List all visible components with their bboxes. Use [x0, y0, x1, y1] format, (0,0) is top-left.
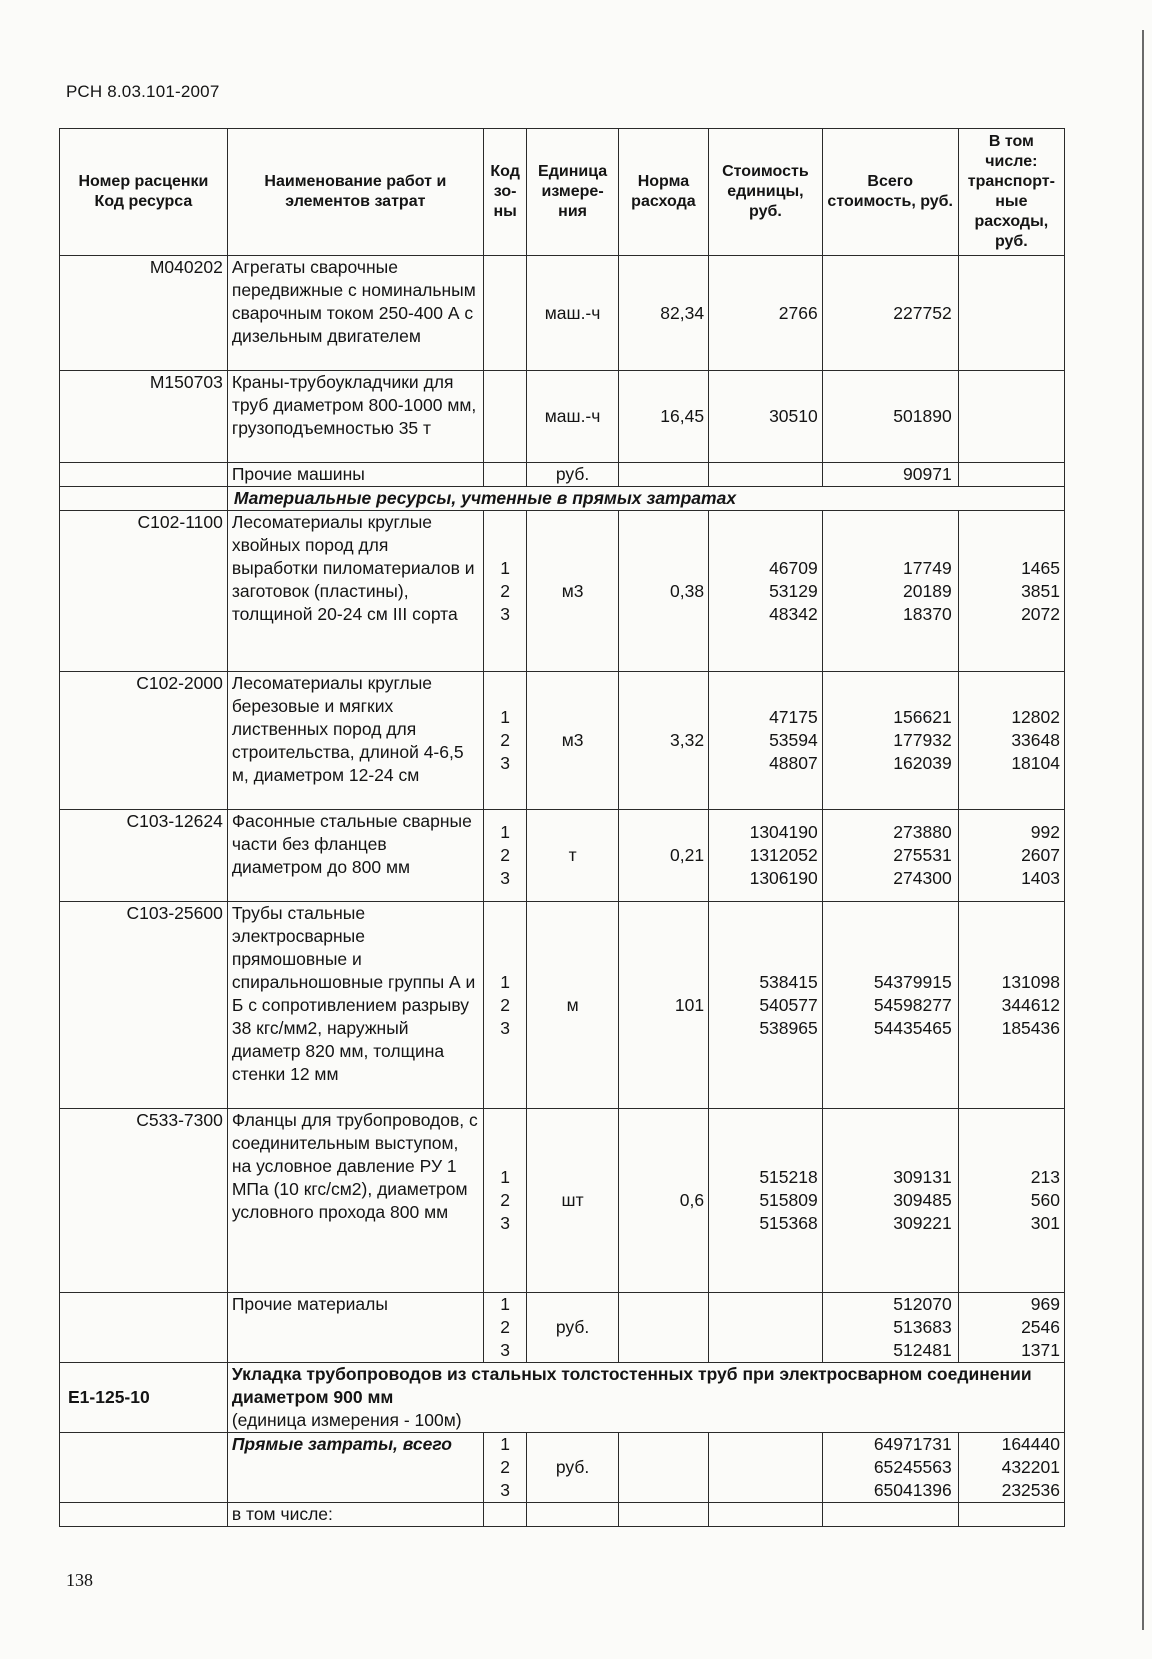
table-row — [60, 1503, 1065, 1527]
unit-cost-cell — [709, 902, 823, 1109]
column-header: Код зо-ны — [483, 129, 527, 256]
transport-cell — [958, 371, 1064, 463]
zone-value: 1 — [500, 707, 510, 727]
rate-title: Укладка трубопроводов из стальных толстостенных труб при электросварном соединении диаметром 900 мм — [231, 1364, 1032, 1407]
column-header: Норма расхода — [618, 129, 708, 256]
rate-title-cell — [227, 1363, 1064, 1433]
total-value: 177932 — [893, 730, 952, 750]
unit-cost-cell — [709, 1109, 823, 1293]
unit-cost-value: 538965 — [759, 1017, 818, 1038]
total-value: 162039 — [893, 753, 952, 773]
unit-cost-value: 1312052 — [749, 845, 818, 865]
unit-cell: м3 — [527, 511, 618, 672]
total-cost-cell: 227752 — [822, 256, 958, 371]
unit-cell: руб. — [527, 1433, 618, 1503]
transport-cell — [958, 902, 1064, 1109]
zone-cell — [483, 256, 527, 371]
total-cost-cell — [822, 1293, 958, 1363]
resource-name: Фасонные стальные сварные части без фланцев диаметром до 800 мм — [227, 810, 483, 902]
total-value: 65245563 — [873, 1457, 952, 1477]
zone-cell — [483, 1293, 527, 1363]
resource-name: Краны-трубоукладчики для труб диаметром 800-1000 мм, грузоподъемностью 35 т — [227, 371, 483, 463]
zone-value: 3 — [500, 1340, 510, 1360]
unit-cost-value: 538415 — [759, 971, 818, 992]
transport-value: 992 — [1030, 822, 1060, 842]
total-value: 18370 — [903, 603, 952, 624]
zone-cell — [483, 1433, 527, 1503]
zone-cell — [483, 902, 527, 1109]
total-value: 275531 — [893, 845, 952, 865]
transport-value: 3851 — [1021, 580, 1060, 601]
transport-value: 432201 — [1001, 1457, 1060, 1477]
total-value: 309221 — [893, 1213, 952, 1233]
total-value: 512481 — [893, 1340, 952, 1360]
norm-cell: 0,38 — [618, 511, 708, 672]
norm-cell: 3,32 — [618, 672, 708, 810]
column-header: Всего стоимость, руб. — [822, 129, 958, 256]
column-header: Наименование работ и элементов затрат — [227, 129, 483, 256]
total-value: 65041396 — [873, 1480, 952, 1500]
unit-cost-cell — [709, 511, 823, 672]
zone-value: 3 — [500, 1480, 510, 1500]
resource-name: Прямые затраты, всего — [227, 1433, 483, 1503]
unit-cost-value: 53129 — [769, 580, 818, 601]
transport-cell — [958, 1293, 1064, 1363]
zone-value: 1 — [500, 1167, 510, 1187]
zone-value: 3 — [500, 1213, 510, 1233]
transport-value: 1403 — [1021, 868, 1060, 888]
column-header: Единица измере-ния — [527, 129, 618, 256]
unit-cost-value: 48807 — [769, 753, 818, 773]
norm-cell — [618, 1433, 708, 1503]
zone-value: 2 — [500, 1317, 510, 1337]
resource-name: Лесоматериалы круглые хвойных пород для выработки пиломатериалов и заготовок (пластины), толщиной 20-24 см III сорта — [227, 511, 483, 672]
section-row — [60, 487, 1065, 511]
resource-code: С103-12624 — [60, 810, 228, 902]
table-row — [60, 1293, 1065, 1363]
transport-value: 560 — [1030, 1190, 1060, 1210]
transport-value: 969 — [1030, 1294, 1060, 1314]
zone-cell — [483, 371, 527, 463]
resource-code — [60, 463, 228, 487]
zone-value: 2 — [500, 1457, 510, 1477]
transport-cell — [958, 1109, 1064, 1293]
zone-value: 1 — [500, 822, 510, 842]
total-value: 309485 — [893, 1190, 952, 1210]
norm-cell: 82,34 — [618, 256, 708, 371]
unit-cost-cell — [709, 463, 823, 487]
unit-cell: руб. — [527, 463, 618, 487]
table-row — [60, 902, 1065, 1109]
transport-value: 18104 — [1011, 753, 1060, 773]
unit-cost-cell: 30510 — [709, 371, 823, 463]
total-cost-cell: 90971 — [822, 463, 958, 487]
rate-header-row — [60, 1363, 1065, 1433]
rate-code: Е1-125-10 — [60, 1363, 228, 1433]
zone-cell — [483, 1503, 527, 1527]
zone-value: 1 — [500, 1294, 510, 1314]
transport-cell — [958, 256, 1064, 371]
zone-value: 2 — [500, 845, 510, 865]
resource-code — [60, 1293, 228, 1363]
zone-cell — [483, 672, 527, 810]
table-row — [60, 810, 1065, 902]
norm-cell: 0,21 — [618, 810, 708, 902]
zone-value: 2 — [500, 730, 510, 750]
zone-value: 1 — [500, 971, 510, 992]
resource-code: М150703 — [60, 371, 228, 463]
unit-cost-cell — [709, 1293, 823, 1363]
unit-cell: маш.-ч — [527, 371, 618, 463]
zone-value: 2 — [500, 1190, 510, 1210]
table-row — [60, 371, 1065, 463]
total-value: 54598277 — [873, 994, 952, 1015]
zone-value: 3 — [500, 753, 510, 773]
total-value: 20189 — [903, 580, 952, 601]
total-cost-cell — [822, 902, 958, 1109]
total-value: 54379915 — [873, 971, 952, 992]
unit-cost-value: 1304190 — [749, 822, 818, 842]
total-cost-cell — [822, 1503, 958, 1527]
unit-cell: шт — [527, 1109, 618, 1293]
zone-cell — [483, 511, 527, 672]
total-value: 309131 — [893, 1167, 952, 1187]
transport-value: 2072 — [1021, 603, 1060, 624]
total-cost-cell — [822, 810, 958, 902]
document-code: РСН 8.03.101-2007 — [66, 82, 220, 101]
total-value: 274300 — [893, 868, 952, 888]
transport-cell — [958, 1433, 1064, 1503]
transport-value: 164440 — [1001, 1434, 1060, 1454]
transport-cell — [958, 463, 1064, 487]
total-value: 513683 — [893, 1317, 952, 1337]
total-cost-cell — [822, 1433, 958, 1503]
unit-cost-value: 540577 — [759, 994, 818, 1015]
resource-code — [60, 487, 228, 511]
transport-value: 213 — [1030, 1167, 1060, 1187]
norm-cell — [618, 463, 708, 487]
rate-unit-note: (единица измерения - 100м) — [231, 1410, 462, 1430]
unit-cell: руб. — [527, 1293, 618, 1363]
zone-value: 1 — [500, 1434, 510, 1454]
transport-value: 2546 — [1021, 1317, 1060, 1337]
page-number: 138 — [66, 1570, 93, 1590]
unit-cell: т — [527, 810, 618, 902]
zone-value: 3 — [500, 1017, 510, 1038]
transport-value: 185436 — [1001, 1017, 1060, 1038]
table-row — [60, 511, 1065, 672]
norm-cell — [618, 1293, 708, 1363]
column-header: В том числе: транспорт-ные расходы, руб. — [958, 129, 1064, 256]
zone-cell — [483, 1109, 527, 1293]
unit-cell — [527, 1503, 618, 1527]
total-value: 54435465 — [873, 1017, 952, 1038]
total-value: 273880 — [893, 822, 952, 842]
resource-code: С102-2000 — [60, 672, 228, 810]
total-value: 64971731 — [873, 1434, 952, 1454]
resource-name: Трубы стальные электросварные прямошовные и спиральношовные группы А и Б с сопротивлением разрыву 38 кгс/мм2, наружный диаметр 820 мм, толщина стенки 12 мм — [227, 902, 483, 1109]
transport-value: 232536 — [1001, 1480, 1060, 1500]
norm-cell: 16,45 — [618, 371, 708, 463]
resource-code — [60, 1433, 228, 1503]
resource-name: Лесоматериалы круглые березовые и мягких лиственных пород для строительства, длиной 4-6,5 м, диаметром 12-24 см — [227, 672, 483, 810]
zone-value: 1 — [500, 557, 510, 578]
total-value: 156621 — [893, 707, 952, 727]
unit-cost-value: 47175 — [769, 707, 818, 727]
total-value: 17749 — [903, 557, 952, 578]
transport-cell — [958, 511, 1064, 672]
unit-cell: м3 — [527, 672, 618, 810]
table-row — [60, 256, 1065, 371]
resource-name: Прочие машины — [227, 463, 483, 487]
table-row — [60, 672, 1065, 810]
unit-cost-cell: 2766 — [709, 256, 823, 371]
unit-cost-cell — [709, 1433, 823, 1503]
resource-code: С533-7300 — [60, 1109, 228, 1293]
total-cost-cell — [822, 672, 958, 810]
resource-name: Фланцы для трубопроводов, с соединительным выступом, на условное давление РУ 1 МПа (10 кгс/см2), диаметром условного прохода 800 мм — [227, 1109, 483, 1293]
rates-table — [59, 128, 1065, 1527]
table-row — [60, 1109, 1065, 1293]
zone-value: 2 — [500, 994, 510, 1015]
table-row — [60, 463, 1065, 487]
transport-value: 344612 — [1001, 994, 1060, 1015]
resource-code: С102-1100 — [60, 511, 228, 672]
resource-name: Прочие материалы — [227, 1293, 483, 1363]
resource-code: С103-25600 — [60, 902, 228, 1109]
unit-cost-value: 46709 — [769, 557, 818, 578]
transport-cell — [958, 810, 1064, 902]
total-cost-cell — [822, 511, 958, 672]
unit-cost-value: 1306190 — [749, 868, 818, 888]
transport-value: 1465 — [1021, 557, 1060, 578]
unit-cell: маш.-ч — [527, 256, 618, 371]
zone-value: 3 — [500, 603, 510, 624]
page-binding-line — [1142, 30, 1144, 1630]
unit-cost-cell — [709, 810, 823, 902]
resource-code — [60, 1503, 228, 1527]
transport-cell — [958, 672, 1064, 810]
transport-value: 131098 — [1001, 971, 1060, 992]
norm-cell: 0,6 — [618, 1109, 708, 1293]
column-header: Номер расценки Код ресурса — [60, 129, 228, 256]
unit-cost-value: 48342 — [769, 603, 818, 624]
unit-cost-cell — [709, 672, 823, 810]
norm-cell — [618, 1503, 708, 1527]
zone-value: 3 — [500, 868, 510, 888]
unit-cost-value: 515368 — [759, 1213, 818, 1233]
transport-value: 12802 — [1011, 707, 1060, 727]
total-value: 512070 — [893, 1294, 952, 1314]
unit-cost-cell — [709, 1503, 823, 1527]
transport-value: 33648 — [1011, 730, 1060, 750]
transport-cell — [958, 1503, 1064, 1527]
unit-cost-value: 53594 — [769, 730, 818, 750]
total-cost-cell: 501890 — [822, 371, 958, 463]
resource-code: М040202 — [60, 256, 228, 371]
zone-cell — [483, 463, 527, 487]
table-row — [60, 1433, 1065, 1503]
section-title: Материальные ресурсы, учтенные в прямых затратах — [227, 487, 1064, 511]
table-header-row — [60, 129, 1065, 256]
unit-cell: м — [527, 902, 618, 1109]
transport-value: 1371 — [1021, 1340, 1060, 1360]
unit-cost-value: 515218 — [759, 1167, 818, 1187]
unit-cost-value: 515809 — [759, 1190, 818, 1210]
resource-name: в том числе: — [227, 1503, 483, 1527]
zone-value: 2 — [500, 580, 510, 601]
column-header: Стоимость единицы, руб. — [709, 129, 823, 256]
transport-value: 301 — [1030, 1213, 1060, 1233]
total-cost-cell — [822, 1109, 958, 1293]
resource-name: Агрегаты сварочные передвижные с номинальным сварочным током 250-400 А с дизельным двигателем — [227, 256, 483, 371]
norm-cell: 101 — [618, 902, 708, 1109]
transport-value: 2607 — [1021, 845, 1060, 865]
zone-cell — [483, 810, 527, 902]
